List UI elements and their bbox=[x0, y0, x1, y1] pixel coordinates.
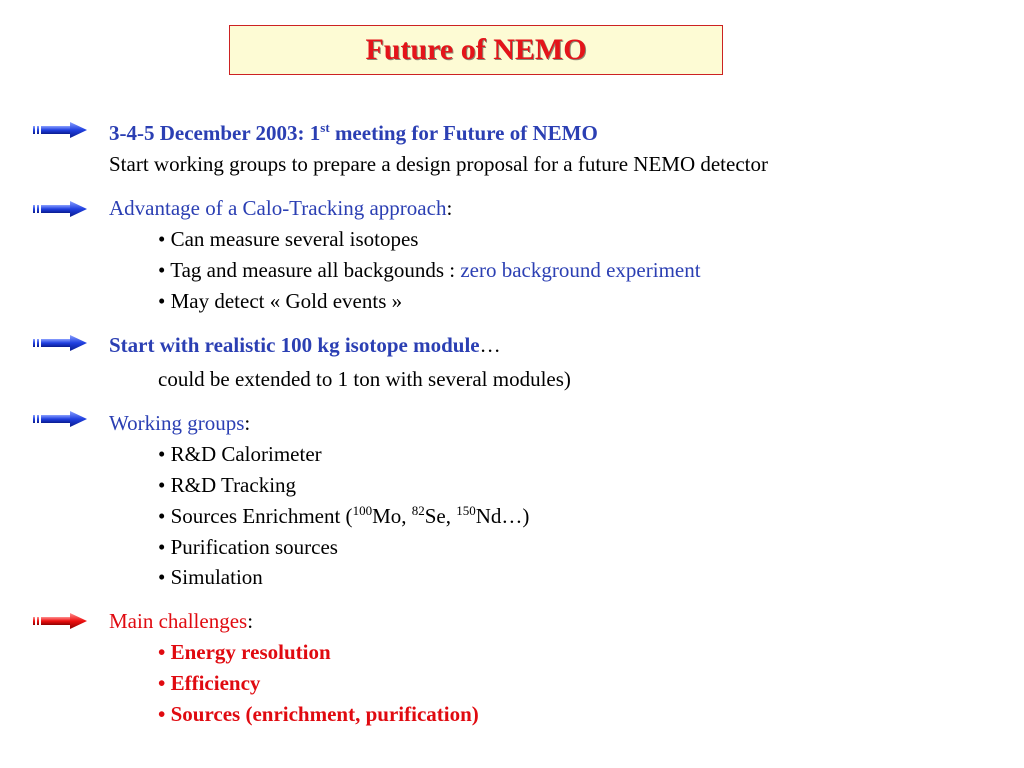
slide-title: Future of NEMO bbox=[365, 33, 587, 66]
section4-bullet-3: • Sources Enrichment ($^{100}$Mo, $^{82}$Se, $^{150}$Nd…) bbox=[158, 503, 530, 528]
title-box bbox=[229, 25, 723, 75]
bullet-arrow-icon bbox=[33, 411, 87, 427]
section2-bullet-2: • Tag and measure all backgounds : zero background experiment bbox=[158, 258, 701, 282]
section3-text: could be extended to 1 ton with several modules) bbox=[158, 367, 571, 391]
section5-bullet-3: • Sources (enrichment, purification) bbox=[158, 702, 479, 726]
bullet-arrow-icon bbox=[33, 122, 87, 138]
bullet-arrow-red-icon bbox=[33, 613, 87, 629]
section5-heading: Main challenges: bbox=[109, 609, 254, 633]
bullet-arrow-icon bbox=[33, 201, 87, 217]
section2-bullet-1: • Can measure several isotopes bbox=[158, 227, 419, 251]
section1-text: Start working groups to prepare a design proposal for a future NEMO detector bbox=[109, 152, 768, 176]
section4-bullet-2: • R&D Tracking bbox=[158, 473, 297, 497]
bullet-arrow-icon bbox=[33, 335, 87, 351]
section2-heading: Advantage of a Calo-Tracking approach: bbox=[109, 196, 453, 220]
section4-heading: Working groups: bbox=[109, 411, 251, 435]
section2-bullet-3: • May detect « Gold events » bbox=[158, 289, 403, 313]
section4-bullet-5: • Simulation bbox=[158, 565, 263, 589]
section4-bullet-1: • R&D Calorimeter bbox=[158, 442, 322, 466]
section5-bullet-2: • Efficiency bbox=[158, 671, 261, 695]
section3-heading: Start with realistic 100 kg isotope module… bbox=[109, 333, 501, 357]
section4-bullet-4: • Purification sources bbox=[158, 535, 338, 559]
section5-bullet-1: • Energy resolution bbox=[158, 640, 331, 664]
section1-heading: 3-4-5 December 2003: 1st meeting for Future of NEMO bbox=[109, 120, 598, 145]
